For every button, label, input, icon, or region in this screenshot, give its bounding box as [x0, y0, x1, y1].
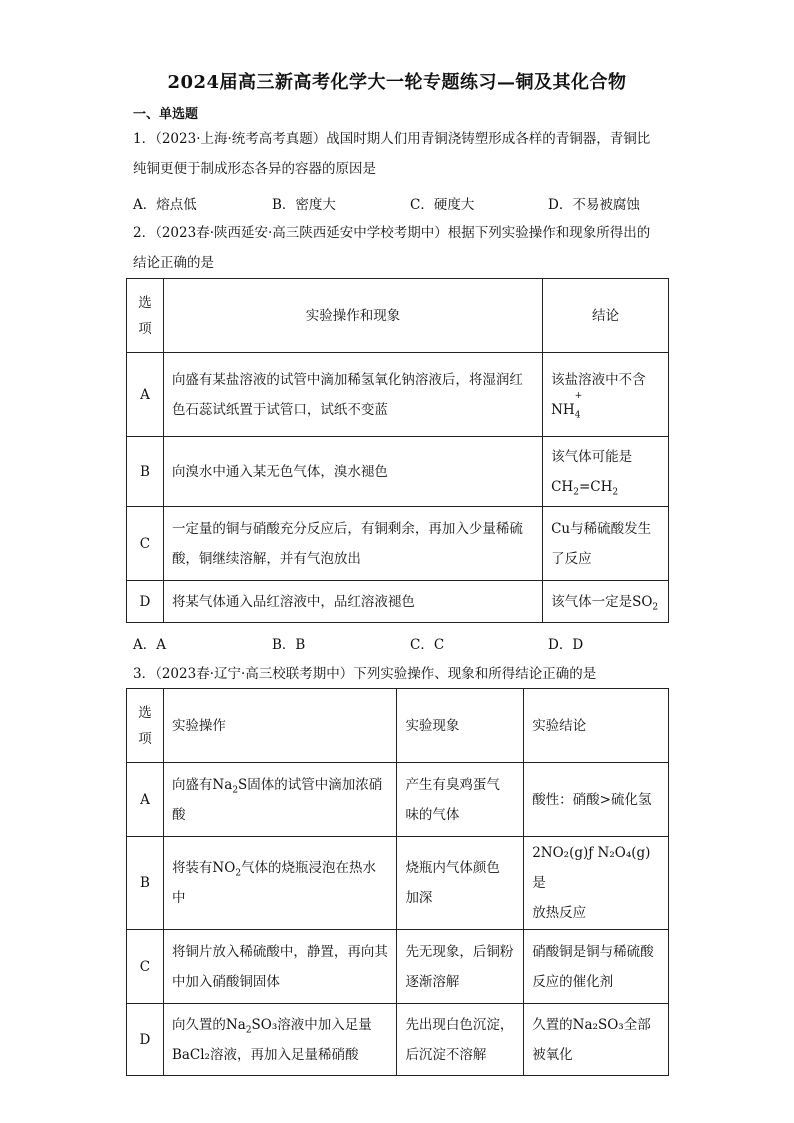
table-row	[127, 507, 669, 581]
row-phenomenon: 先出现白色沉淀， 后沉淀不溶解	[397, 1004, 524, 1076]
row-operation: 将装有$NO_2$气体的烧瓶浸泡在热水 中	[163, 837, 397, 930]
row-option: C	[127, 507, 164, 581]
table-row	[127, 437, 669, 507]
row-conclusion: 酸性：硝酸>硫化氢	[524, 763, 669, 837]
table-row	[127, 763, 669, 837]
row-phenomenon: 产生有臭鸡蛋气 味的气体	[397, 763, 524, 837]
q2-option-b: B．B	[272, 637, 306, 653]
row-conclusion: 该气体一定是$SO_2$	[543, 581, 669, 623]
table-row	[127, 1004, 669, 1076]
q1-option-c: C．硬度大	[410, 197, 475, 213]
row-operation: 一定量的铜与硝酸充分反应后，有铜剩余，再加入少量稀硫 酸，铜继续溶解，并有气泡放出	[163, 507, 542, 581]
row-conclusion: 硝酸铜是铜与稀硫酸 反应的催化剂	[524, 930, 669, 1004]
row-conclusion: 该盐溶液中不含 $NH_4$ +	[543, 353, 669, 437]
header-phenomenon: 实验现象	[397, 689, 524, 763]
q2-option-d: D．D	[548, 637, 584, 653]
table-header-row	[127, 689, 669, 763]
header-conclusion: 结论	[543, 279, 669, 353]
section-heading: 一、单选题	[133, 107, 199, 122]
row-conclusion: 久置的Na₂SO₃全部 被氧化	[524, 1004, 669, 1076]
row-option: D	[127, 581, 164, 623]
header-option: 选项	[127, 279, 164, 353]
row-phenomenon: 烧瓶内气体颜色 加深	[397, 837, 524, 930]
row-operation: 将铜片放入稀硫酸中，静置，再向其 中加入硝酸铜固体	[163, 930, 397, 1004]
table-row	[127, 581, 669, 623]
row-conclusion: 该气体可能是 $CH_2=CH_2$	[543, 437, 669, 507]
table-header-row	[127, 279, 669, 353]
q1-option-a: A．熔点低	[133, 197, 197, 213]
row-operation: 向溴水中通入某无色气体，溴水褪色	[163, 437, 542, 507]
q3-table	[126, 688, 669, 1076]
row-option: B	[127, 437, 164, 507]
q2-stem-line2: 结论正确的是	[133, 255, 214, 271]
table-row	[127, 837, 669, 930]
q1-option-b: B．密度大	[272, 197, 336, 213]
row-conclusion: 2NO₂(g)ƒ N₂O₄(g)是 放热反应	[524, 837, 669, 930]
row-operation: 向久置的$Na_2SO_3$溶液中加入足量 BaCl₂溶液，再加入足量稀硝酸	[163, 1004, 397, 1076]
header-conclusion: 实验结论	[524, 689, 669, 763]
header-operation: 实验操作和现象	[163, 279, 542, 353]
row-phenomenon: 先无现象，后铜粉 逐渐溶解	[397, 930, 524, 1004]
q1-stem-line2: 纯铜更便于制成形态各异的容器的原因是	[133, 161, 376, 177]
header-option: 选项	[127, 689, 164, 763]
q3-stem: 3．（2023春·辽宁·高三校联考期中）下列实验操作、现象和所得结论正确的是	[133, 666, 597, 682]
row-option: A	[127, 763, 164, 837]
row-option: A	[127, 353, 164, 437]
row-operation: 向盛有某盐溶液的试管中滴加稀氢氧化钠溶液后，将湿润红 色石蕊试纸置于试管口，试纸不变蓝	[163, 353, 542, 437]
table-row	[127, 353, 669, 437]
row-operation: 向盛有$Na_2S$固体的试管中滴加浓硝 酸	[163, 763, 397, 837]
header-operation: 实验操作	[163, 689, 397, 763]
q2-stem-line1: 2．（2023春·陕西延安·高三陕西延安中学校考期中）根据下列实验操作和现象所得出的	[133, 225, 651, 241]
q1-stem-line1: 1．（2023·上海·统考高考真题）战国时期人们用青铜浇铸塑形成各样的青铜器，青铜比	[133, 131, 651, 147]
q2-option-c: C．C	[410, 637, 445, 653]
table-row	[127, 930, 669, 1004]
page-title: 2024届高三新高考化学大一轮专题练习—铜及其化合物	[167, 72, 627, 93]
row-option: C	[127, 930, 164, 1004]
q1-option-d: D．不易被腐蚀	[548, 197, 640, 213]
row-conclusion: Cu与稀硫酸发生 了反应	[543, 507, 669, 581]
q2-table	[126, 278, 669, 623]
row-option: D	[127, 1004, 164, 1076]
q2-option-a: A．A	[133, 637, 166, 653]
row-option: B	[127, 837, 164, 930]
row-operation: 将某气体通入品红溶液中，品红溶液褪色	[163, 581, 542, 623]
